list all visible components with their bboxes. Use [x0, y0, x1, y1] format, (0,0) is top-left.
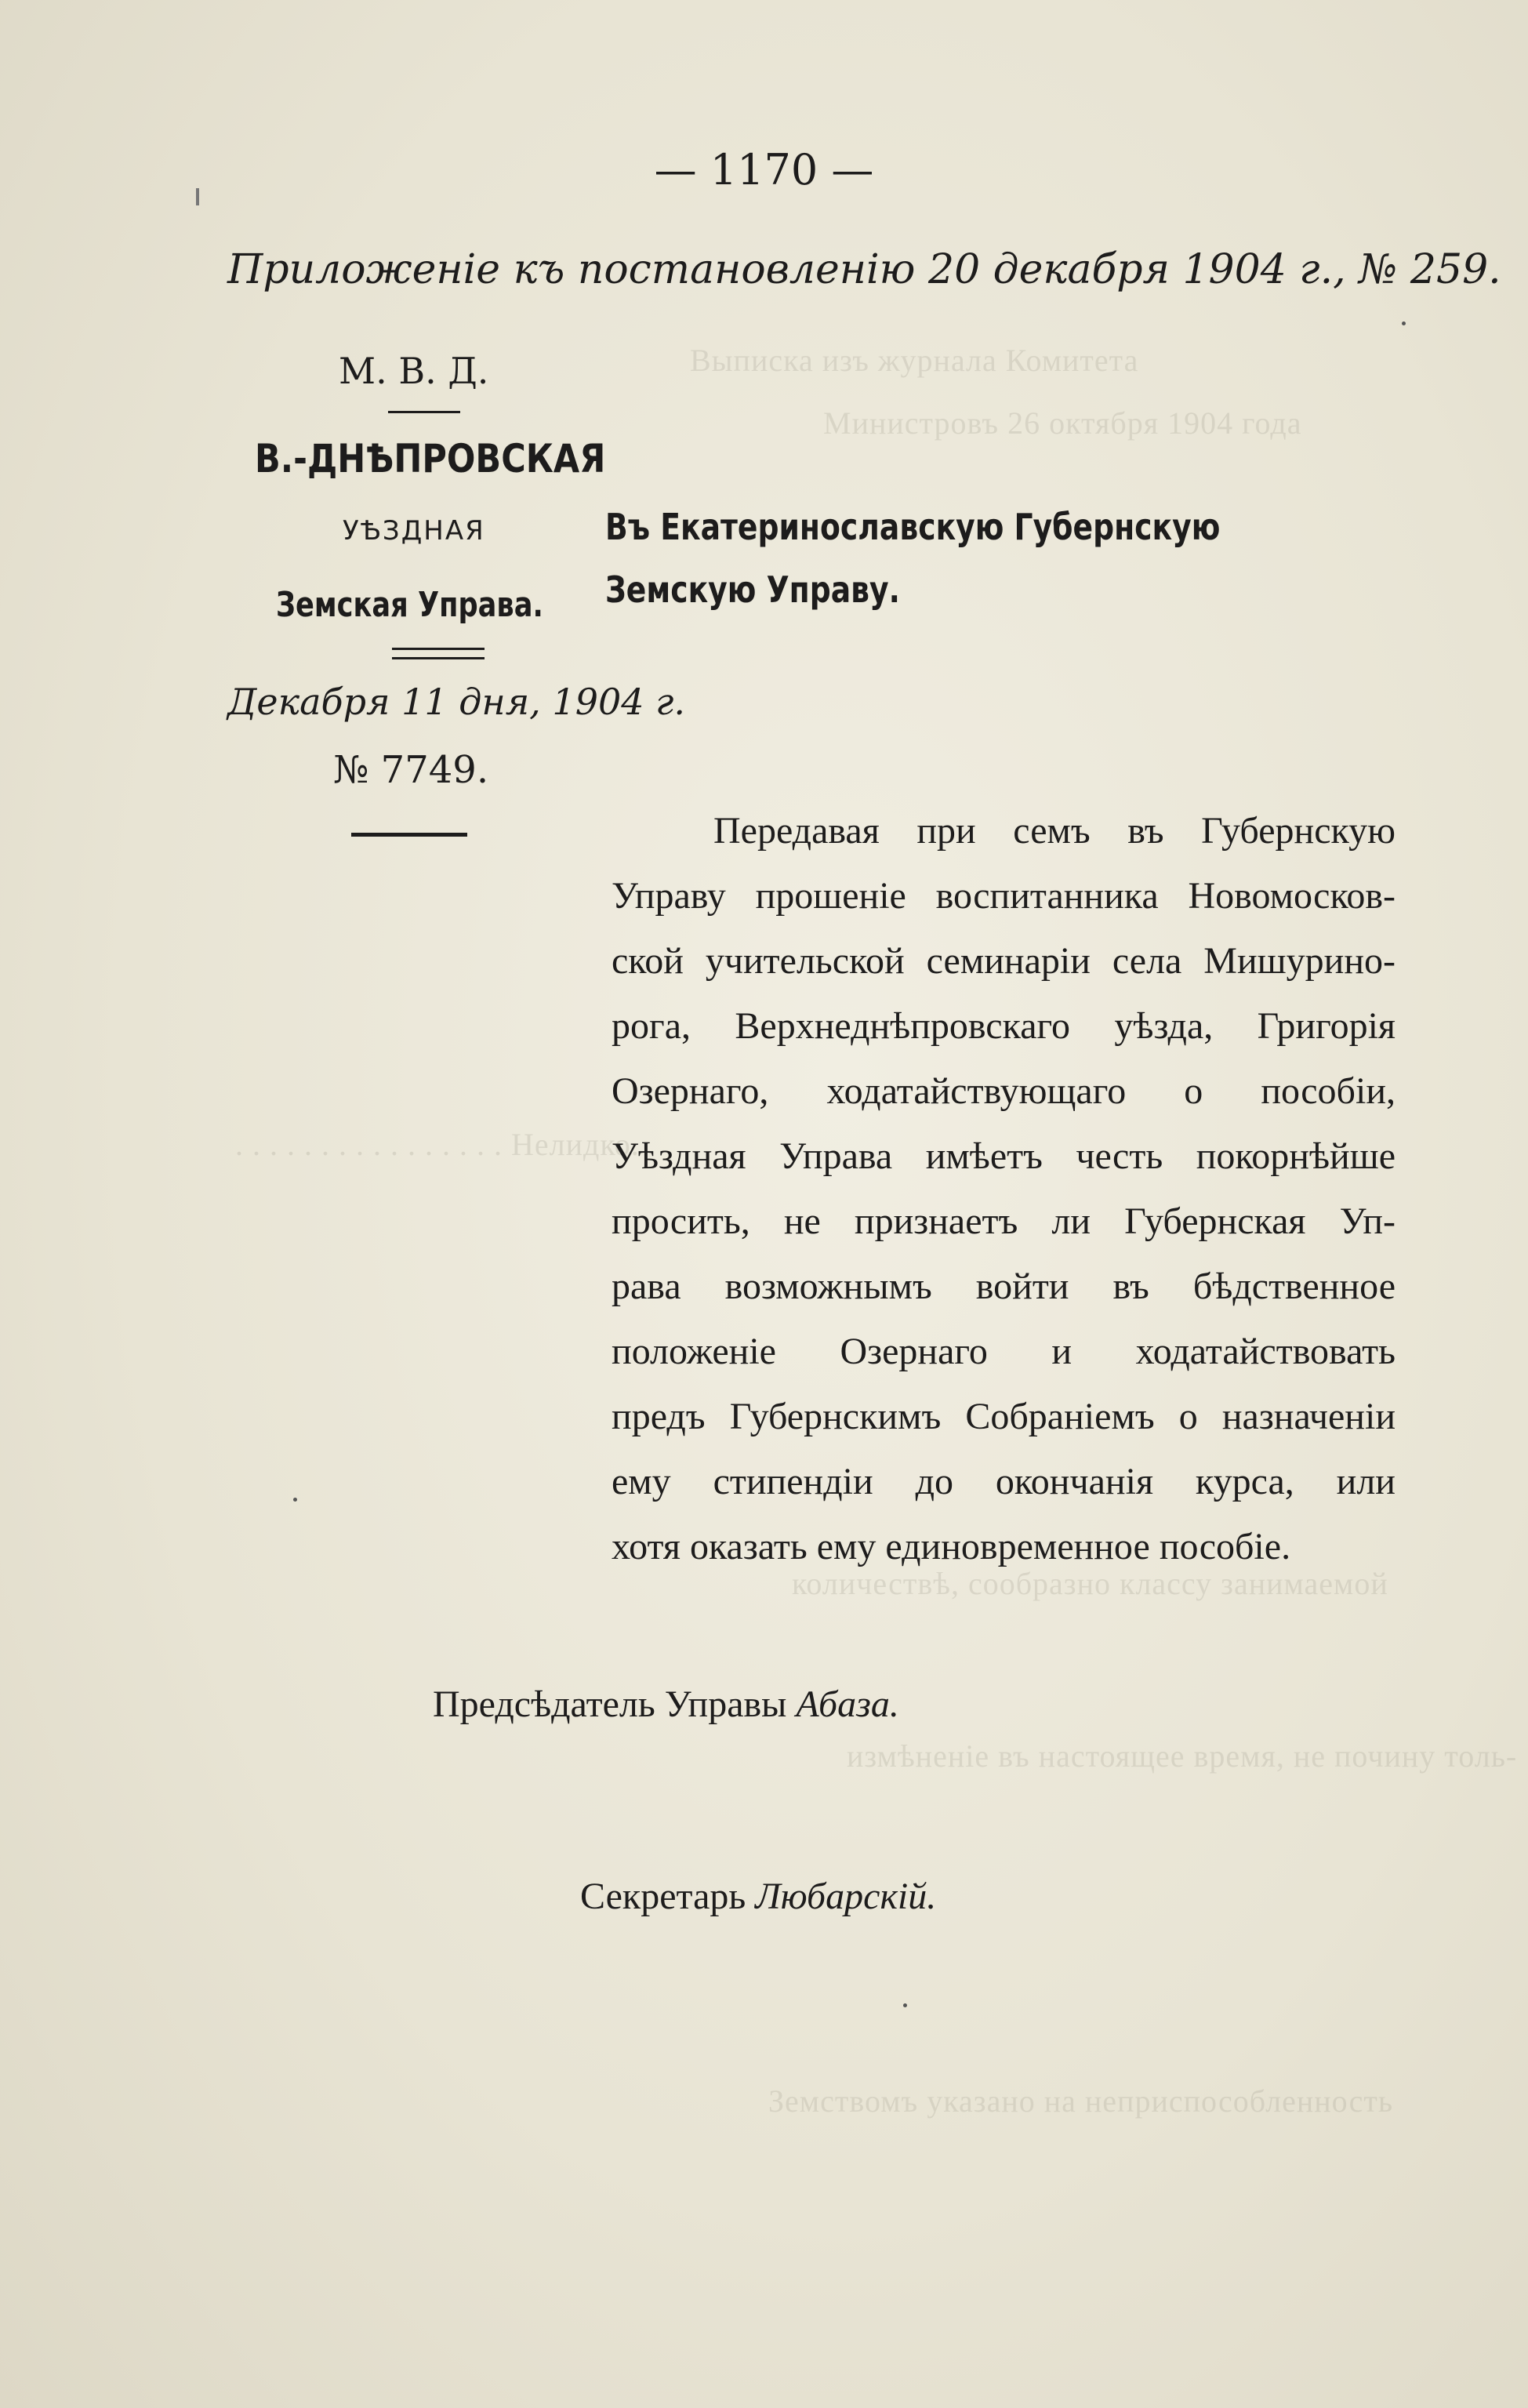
district-label: УѢЗДНАЯ — [343, 515, 485, 547]
page-number: — 1170 — — [654, 145, 874, 194]
addressee-line: Въ Екатеринославскую Губернскую — [605, 506, 1221, 548]
signature-title: Предсѣдатель Управы — [433, 1683, 787, 1725]
bleed-through-text: Министровъ 26 октября 1904 года — [823, 405, 1302, 441]
sender-organization: В.-ДНѢПРОВСКАЯ — [255, 436, 606, 481]
ministry-abbreviation: М. В. Д. — [339, 350, 489, 392]
body-line: хотя оказать ему единовременное пособіе. — [612, 1526, 1291, 1567]
signature-name: Абаза. — [796, 1683, 899, 1725]
signature-title: Секретарь — [580, 1876, 746, 1917]
paper-mark — [1402, 321, 1406, 325]
body-line: положеніе Озернаго и ходатайствовать — [612, 1331, 1396, 1372]
divider — [351, 833, 467, 837]
body-line: Управу прошеніе воспитанника Новомосков- — [612, 875, 1396, 917]
chairman-signature — [433, 1683, 899, 1725]
bleed-through-text: Выписка изъ журнала Комитета — [690, 343, 1139, 378]
paper-mark — [293, 1498, 297, 1502]
bleed-through-text: количествѣ, сообразно классу занимаемой — [792, 1566, 1388, 1601]
bleed-through-text: Земствомъ указано на неприспособленность — [768, 2083, 1394, 2119]
double-rule-top — [392, 648, 485, 650]
signature-name: Любарскій. — [755, 1876, 937, 1917]
body-line: Уѣздная Управа имѣетъ честь покорнѣйше — [612, 1135, 1396, 1177]
body-line: рога, Верхнеднѣпровскаго уѣзда, Григорія — [612, 1005, 1396, 1047]
addressee-line: Земскую Управу. — [605, 568, 900, 611]
appendix-caption: Приложеніе къ постановленію 20 декабря 1904 г., № 259. — [227, 246, 1501, 293]
body-line: ему стипендіи до окончанія курса, или — [612, 1461, 1396, 1502]
bleed-through-text: измѣненіе въ настоящее время, не почину толь- — [847, 1738, 1518, 1774]
body-line: рава возможнымъ войти въ бѣдственное — [612, 1266, 1396, 1307]
bleed-through-text: . . . . . . . . . . . . . . . . Нелидко. — [235, 1127, 640, 1162]
double-rule-bottom — [392, 657, 485, 659]
letter-body — [612, 798, 1396, 1579]
body-line: Передавая при семъ въ Губернскую — [713, 810, 1396, 852]
body-line: предъ Губернскимъ Собраніемъ о назначеніи — [612, 1396, 1396, 1437]
letter-date: Декабря 11 дня, 1904 г. — [227, 681, 685, 723]
paper-mark — [903, 2003, 907, 2007]
secretary-signature — [580, 1878, 936, 1916]
letter-number: № 7749. — [333, 748, 489, 792]
divider — [388, 411, 460, 413]
body-line: просить, не признаетъ ли Губернская Уп- — [612, 1200, 1396, 1242]
addressee — [605, 496, 1220, 621]
body-line: Озернаго, ходатайствующаго о пособіи, — [612, 1070, 1396, 1112]
sender-board: Земская Управа. — [276, 585, 543, 625]
paper-mark — [196, 188, 199, 205]
body-line: ской учительской семинаріи села Мишурино- — [612, 940, 1396, 982]
